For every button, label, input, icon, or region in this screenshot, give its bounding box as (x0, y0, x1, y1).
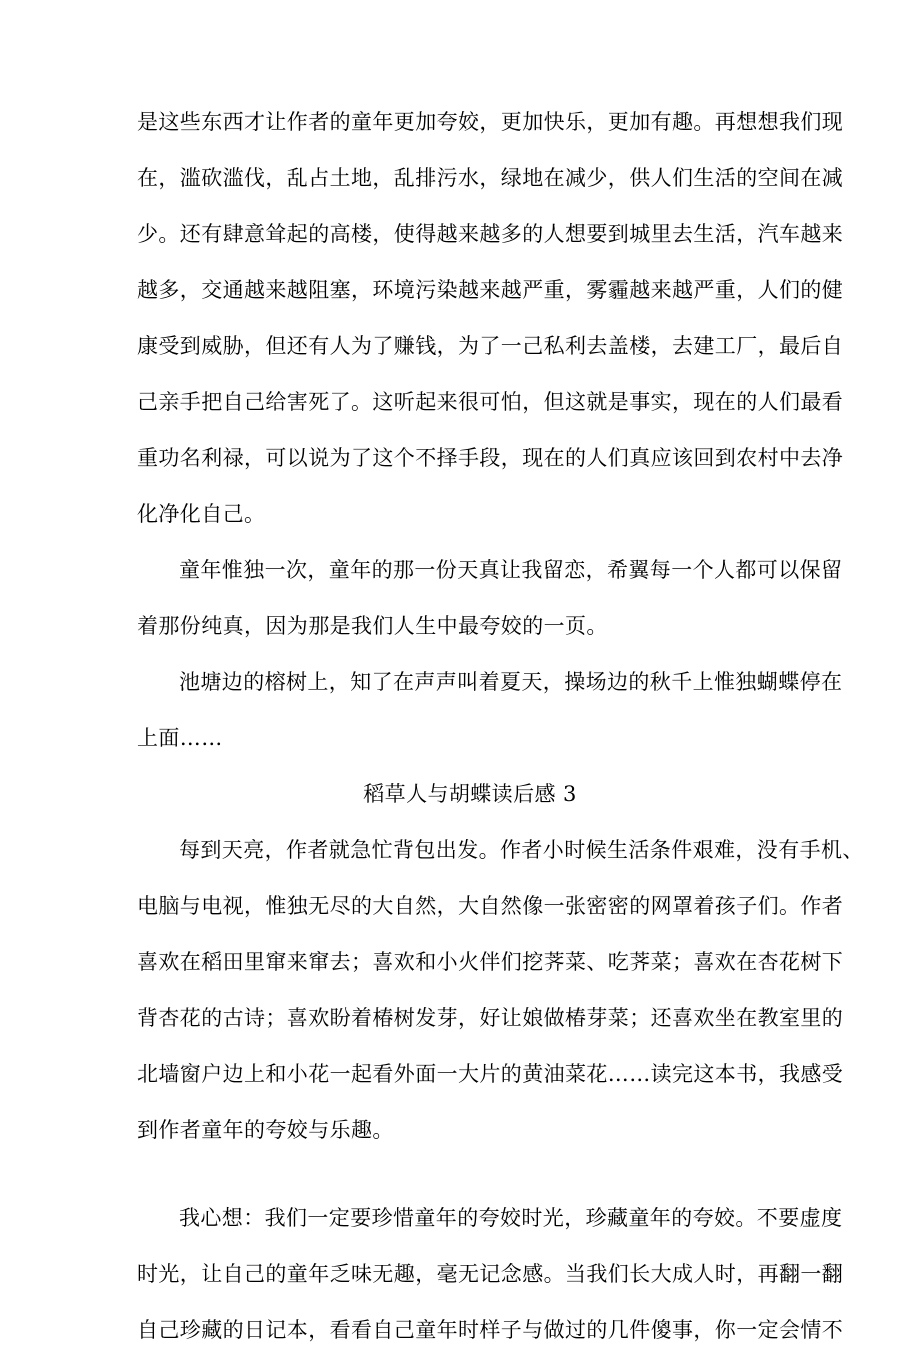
paragraph-line: 少。还有肆意耸起的高楼，使得越来越多的人想要到城里去生活，汽车越来 (137, 222, 844, 246)
paragraph-line: 越多，交通越来越阻塞，环境污染越来越严重，雾霾越来越严重，人们的健 (137, 278, 844, 302)
paragraph-line: 我心想：我们一定要珍惜童年的夸姣时光，珍藏童年的夸姣。不要虚度 (179, 1206, 843, 1230)
paragraph-line: 在，滥砍滥伐，乱占土地，乱排污水，绿地在减少，供人们生活的空间在减 (137, 166, 844, 190)
paragraph-spacer (137, 1158, 803, 1190)
paragraph-line: 己亲手把自己给害死了。这听起来很可怕，但这就是事实，现在的人们最看 (137, 390, 844, 414)
paragraph-line: 时光，让自己的童年乏味无趣，毫无记念感。当我们长大成人时，再翻一翻 (137, 1262, 844, 1286)
paragraph-line: 童年惟独一次，童年的那一份天真让我留恋，希翼每一个人都可以保留 (179, 558, 843, 582)
paragraph-environment (137, 94, 844, 542)
section-title: 稻草人与胡蝶读后感 3 (363, 782, 577, 806)
paragraph-daybreak (137, 822, 864, 1158)
paragraph-line: 背杏花的古诗；喜欢盼着椿树发芽，好让娘做椿芽菜；还喜欢坐在教室里的 (137, 1006, 844, 1030)
paragraph-line: 每到天亮，作者就急忙背包出发。作者小时候生活条件艰难，没有手机、 (179, 838, 864, 862)
paragraph-line: 北墙窗户边上和小花一起看外面一大片的黄油菜花……读完这本书，我感受 (137, 1062, 844, 1086)
paragraph-line: 着那份纯真，因为那是我们人生中最夸姣的一页。 (137, 614, 608, 638)
paragraph-line: 是这些东西才让作者的童年更加夸姣，更加快乐，更加有趣。再想想我们现 (137, 110, 844, 134)
paragraph-line: 池塘边的榕树上，知了在声声叫着夏天，操场边的秋千上惟独蝴蝶停在 (179, 670, 843, 694)
document-body (137, 94, 864, 1358)
paragraph-line: 化净化自己。 (137, 502, 266, 526)
paragraph-banyan-tree (137, 654, 843, 766)
paragraph-cherish-childhood (137, 1190, 844, 1358)
paragraph-line: 重功名利禄，可以说为了这个不择手段，现在的人们真应该回到农村中去净 (137, 446, 844, 470)
paragraph-line: 自己珍藏的日记本，看看自己童年时样子与做过的几件傻事，你一定会情不 (137, 1318, 844, 1342)
paragraph-line: 喜欢在稻田里窜来窜去；喜欢和小火伴们挖荠菜、吃荠菜；喜欢在杏花树下 (137, 950, 844, 974)
paragraph-line: 到作者童年的夸姣与乐趣。 (137, 1118, 394, 1142)
paragraph-line: 上面…… (137, 726, 223, 750)
paragraph-line: 康受到威胁，但还有人为了赚钱，为了一己私利去盖楼，去建工厂，最后自 (137, 334, 844, 358)
paragraph-line: 电脑与电视，惟独无尽的大自然，大自然像一张密密的网罩着孩子们。作者 (137, 894, 844, 918)
paragraph-childhood-once (137, 542, 843, 654)
